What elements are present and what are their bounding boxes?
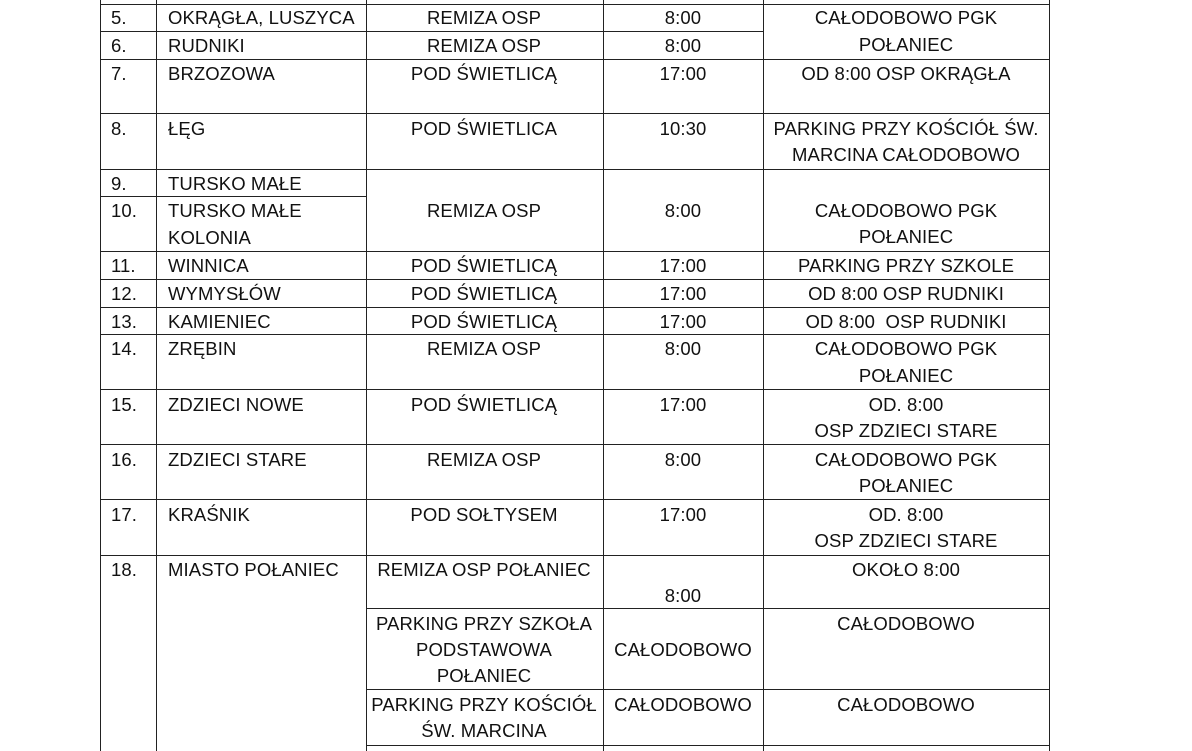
drop-off-hours: OKOŁO 8:00 xyxy=(852,559,960,580)
collection-location: PARKING PRZY KOŚCIÓŁ xyxy=(371,694,597,715)
row-number: 7. xyxy=(111,63,127,84)
collection-time: 8:00 xyxy=(664,35,702,56)
place-name: WYMYSŁÓW xyxy=(168,283,281,304)
drop-off-hours: CAŁODOBOWO PGK xyxy=(814,7,998,28)
collection-time: 17:00 xyxy=(659,311,707,332)
row-line xyxy=(100,555,1050,556)
drop-off-hours: CAŁODOBOWO xyxy=(837,613,975,634)
collection-time: 17:00 xyxy=(659,255,707,276)
place-name: KRAŚNIK xyxy=(168,504,250,525)
drop-off-hours: POŁANIEC xyxy=(858,365,954,386)
drop-off-hours: POŁANIEC xyxy=(858,475,954,496)
row-line xyxy=(100,31,763,32)
row-number: 13. xyxy=(111,311,138,332)
place-name: ZDZIECI STARE xyxy=(168,449,307,470)
collection-time: CAŁODOBOWO xyxy=(614,639,752,660)
collection-location: POD ŚWIETLICĄ xyxy=(410,283,558,304)
collection-location: PODSTAWOWA xyxy=(416,639,552,660)
row-number: 15. xyxy=(111,394,138,415)
collection-location: REMIZA OSP xyxy=(426,338,542,359)
place-name: MIASTO POŁANIEC xyxy=(168,559,339,580)
drop-off-hours: OD 8:00 OSP RUDNIKI xyxy=(808,283,1004,304)
collection-time: 17:00 xyxy=(659,283,707,304)
collection-location: ŚW. MARCINA xyxy=(421,720,547,741)
collection-location: REMIZA OSP POŁANIEC xyxy=(377,559,591,580)
row-line xyxy=(100,499,1050,500)
collection-time: 8:00 xyxy=(664,449,702,470)
row-number: 6. xyxy=(111,35,127,56)
collection-time: 8:00 xyxy=(664,585,702,606)
row-line xyxy=(100,113,1050,114)
drop-off-hours: CAŁODOBOWO xyxy=(837,694,975,715)
row-number: 17. xyxy=(111,504,138,525)
drop-off-hours: OSP ZDZIECI STARE xyxy=(814,530,998,551)
row-line xyxy=(366,745,1050,746)
place-name: ZRĘBIN xyxy=(168,338,237,359)
collection-location: POD ŚWIETLICĄ xyxy=(410,255,558,276)
drop-off-hours: OD 8:00 OSP RUDNIKI xyxy=(805,311,1007,332)
collection-location: REMIZA OSP xyxy=(426,7,542,28)
row-number: 9. xyxy=(111,173,127,194)
drop-off-hours: CAŁODOBOWO PGK xyxy=(814,200,998,221)
drop-off-hours: OD 8:00 OSP OKRĄGŁA xyxy=(801,63,1011,84)
drop-off-hours: OD. 8:00 xyxy=(868,394,944,415)
collection-location: POD ŚWIETLICĄ xyxy=(410,394,558,415)
collection-time: 17:00 xyxy=(659,504,707,525)
place-name: TURSKO MAŁE xyxy=(168,173,302,194)
drop-off-hours: CAŁODOBOWO PGK xyxy=(814,449,998,470)
place-name: KAMIENIEC xyxy=(168,311,271,332)
place-name: ŁĘG xyxy=(168,118,206,139)
collection-time: 8:00 xyxy=(664,7,702,28)
collection-location: REMIZA OSP xyxy=(426,200,542,221)
row-line xyxy=(100,444,1050,445)
row-number: 5. xyxy=(111,7,127,28)
drop-off-hours: OSP ZDZIECI STARE xyxy=(814,420,998,441)
row-line xyxy=(100,169,1050,170)
row-line xyxy=(100,251,1050,252)
drop-off-hours: PARKING PRZY SZKOLE xyxy=(797,255,1015,276)
row-line xyxy=(100,279,1050,280)
drop-off-hours: POŁANIEC xyxy=(858,34,954,55)
collection-location: PARKING PRZY SZKOŁA xyxy=(375,613,593,634)
place-name: RUDNIKI xyxy=(168,35,245,56)
collection-time: 8:00 xyxy=(664,338,702,359)
collection-time: 17:00 xyxy=(659,63,707,84)
collection-time: 8:00 xyxy=(664,200,702,221)
row-line xyxy=(366,689,1050,690)
drop-off-hours: MARCINA CAŁODOBOWO xyxy=(792,144,1020,165)
row-number: 8. xyxy=(111,118,127,139)
row-number: 10. xyxy=(111,200,138,221)
drop-off-hours: OD. 8:00 xyxy=(868,504,944,525)
place-name: TURSKO MAŁE xyxy=(168,200,302,221)
drop-off-hours: PARKING PRZY KOŚCIÓŁ ŚW. xyxy=(773,118,1039,139)
row-number: 18. xyxy=(111,559,138,580)
place-name: OKRĄGŁA, LUSZYCA xyxy=(168,7,355,28)
drop-off-hours: POŁANIEC xyxy=(858,226,954,247)
collection-time: CAŁODOBOWO xyxy=(614,694,752,715)
collection-location: POD ŚWIETLICA xyxy=(410,118,558,139)
collection-time: 10:30 xyxy=(659,118,707,139)
row-line xyxy=(100,389,1050,390)
collection-location: REMIZA OSP xyxy=(426,449,542,470)
place-name: ZDZIECI NOWE xyxy=(168,394,304,415)
place-name: WINNICA xyxy=(168,255,249,276)
collection-location: REMIZA OSP xyxy=(426,35,542,56)
drop-off-hours: CAŁODOBOWO PGK xyxy=(814,338,998,359)
collection-location: POD ŚWIETLICĄ xyxy=(410,63,558,84)
row-number: 16. xyxy=(111,449,138,470)
row-line xyxy=(366,608,1050,609)
row-number: 12. xyxy=(111,283,138,304)
collection-location: POD SOŁTYSEM xyxy=(410,504,558,525)
row-line xyxy=(100,59,1050,60)
place-name: KOLONIA xyxy=(168,227,251,248)
place-name: BRZOZOWA xyxy=(168,63,275,84)
row-number: 11. xyxy=(111,255,136,276)
collection-location: POD ŚWIETLICĄ xyxy=(410,311,558,332)
collection-time: 17:00 xyxy=(659,394,707,415)
collection-location: POŁANIEC xyxy=(436,665,532,686)
row-number: 14. xyxy=(111,338,138,359)
row-line xyxy=(100,307,1050,308)
